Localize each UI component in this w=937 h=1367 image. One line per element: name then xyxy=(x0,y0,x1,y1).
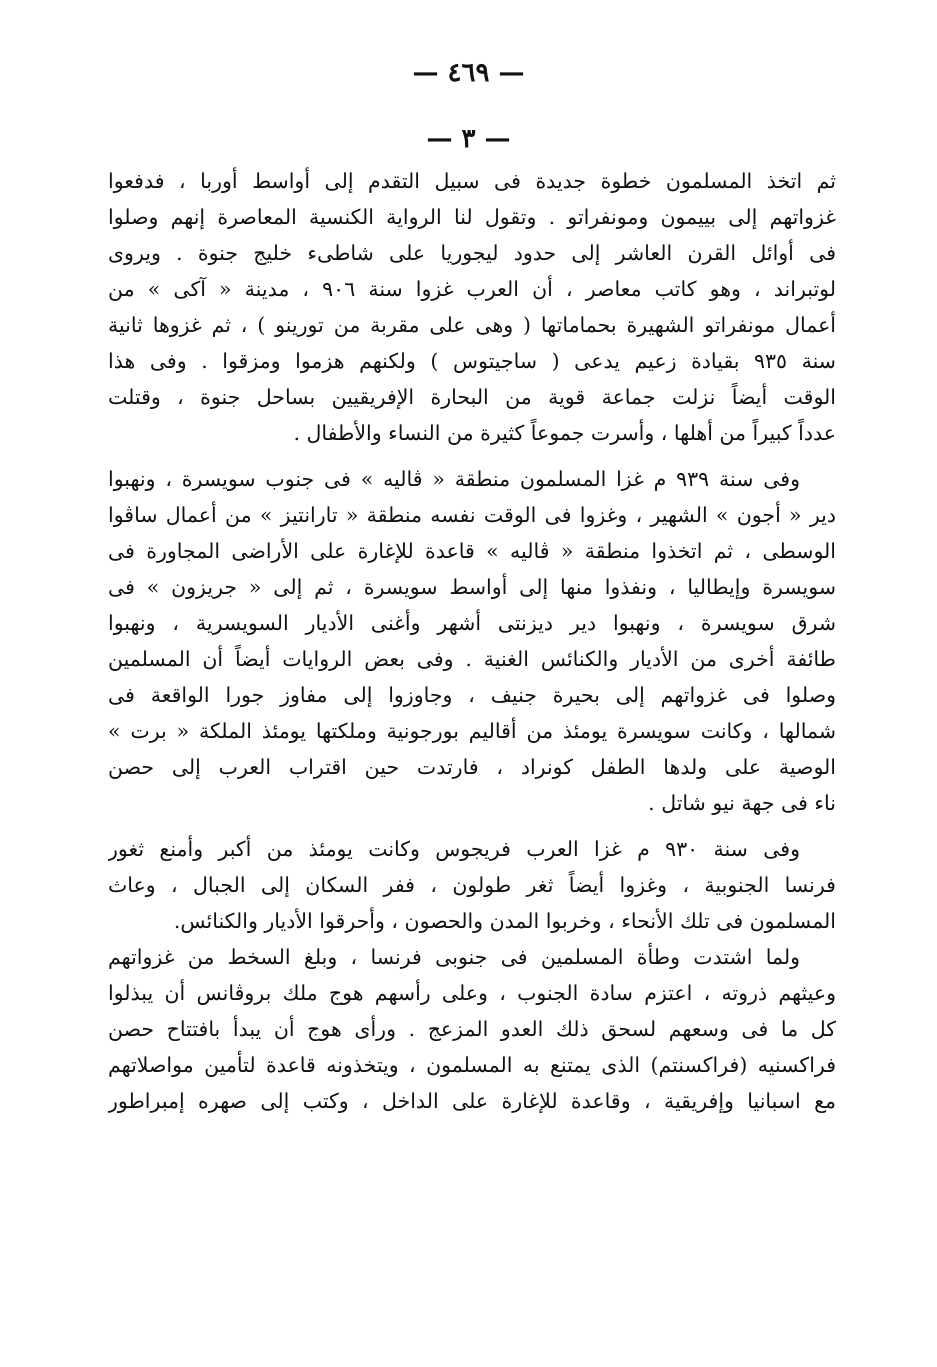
body-text xyxy=(108,163,836,1119)
text-line: فرنسا الجنوبية ، وغزوا أيضاً ثغر طولون ، ففر السكان إلى الجبال ، وعاث xyxy=(108,873,836,897)
text-line: لوتبراند ، وهو كاتب معاصر ، أن العرب غزوا سنة ٩٠٦ ، مدينة « آكى » من xyxy=(108,277,836,301)
text-line: وعيثهم ذروته ، اعتزم سادة الجنوب ، وعلى رأسهم هوج ملك بروڤانس أن يبذلوا xyxy=(108,981,836,1005)
text-line: وصلوا فى غزواتهم إلى بحيرة جنيف ، وجاوزوا إلى مفاوز جورا الواقعة فى xyxy=(108,683,836,707)
text-line: عدداً كبيراً من أهلها ، وأسرت جموعاً كثيرة من النساء والأطفال . xyxy=(293,421,836,445)
text-line: كل ما فى وسعهم لسحق ذلك العدو المزعج . ورأى هوج أن يبدأ بافتتاح حصن xyxy=(108,1017,836,1041)
text-line: سويسرة وإيطاليا ، ونفذوا منها إلى أواسط سويسرة ، ثم إلى « جريزون » فى xyxy=(108,575,836,599)
text-line: غزواتهم إلى بييمون ومونفراتو . وتقول لنا الرواية الكنسية المعاصرة إنهم وصلوا xyxy=(108,205,836,229)
paragraph-1 xyxy=(108,163,836,451)
text-line: وفى سنة ٩٣٠ م غزا العرب فريجوس وكانت يومئذ من أكبر وأمنع ثغور xyxy=(108,837,800,861)
paragraph-gap xyxy=(108,451,836,461)
text-line: شرق سويسرة ، ونهبوا دير ديزنتى أشهر وأغنى الأديار السويسرية ، ونهبوا xyxy=(108,611,836,635)
paragraph-3 xyxy=(108,831,836,939)
text-line: دير « أجون » الشهير ، وغزوا فى الوقت نفسه منطقة « تارانتيز » من أعمال ساڤوا xyxy=(108,503,836,527)
text-line: سنة ٩٣٥ بقيادة زعيم يدعى ( ساجيتوس ) ولكنهم هزموا ومزقوا . وفى هذا xyxy=(108,349,836,373)
text-line: وفى سنة ٩٣٩ م غزا المسلمون منطقة « ڤاليه » فى جنوب سويسرة ، ونهبوا xyxy=(108,467,800,491)
page-number: — ٤٦٩ — xyxy=(412,58,525,88)
text-line: المسلمون فى تلك الأنحاء ، وخربوا المدن والحصون ، وأحرقوا الأديار والكنائس. xyxy=(173,909,836,933)
paragraph-gap xyxy=(108,821,836,831)
text-line: ثم اتخذ المسلمون خطوة جديدة فى سبيل التقدم إلى أواسط أوربا ، فدفعوا xyxy=(108,169,836,193)
text-line: فراكسنيه (فراكسنتم) الذى يمتنع به المسلمون ، ويتخذونه قاعدة لتأمين مواصلاتهم xyxy=(108,1053,836,1077)
text-line: الوصية على ولدها الطفل كونراد ، فارتدت حين اقتراب العرب إلى حصن xyxy=(108,755,836,779)
text-line: الوقت أيضاً نزلت جماعة قوية من البحارة الإفريقيين بساحل جنوة ، وقتلت xyxy=(108,385,836,409)
text-line: ولما اشتدت وطأة المسلمين فى جنوبى فرنسا ، وبلغ السخط من غزواتهم xyxy=(108,945,800,969)
text-line: الوسطى ، ثم اتخذوا منطقة « ڤاليه » قاعدة للإغارة على الأراضى المجاورة فى xyxy=(108,539,836,563)
paragraph-2 xyxy=(108,461,836,821)
section-number: — ٣ — xyxy=(426,124,511,154)
paragraph-4 xyxy=(108,939,836,1119)
text-line: فى أوائل القرن العاشر إلى حدود ليجوريا على شاطىء خليج جنوة . ويروى xyxy=(108,241,836,265)
text-line: شمالها ، وكانت سويسرة يومئذ من أقاليم بورجونية وملكتها يومئذ الملكة « برت » xyxy=(108,719,836,743)
text-line: ناء فى جهة نيو شاتل . xyxy=(648,791,836,815)
text-line: أعمال مونفراتو الشهيرة بحماماتها ( وهى على مقربة من تورينو ) ، ثم غزوها ثانية xyxy=(108,313,836,337)
text-line: طائفة أخرى من الأديار والكنائس الغنية . وفى بعض الروايات أيضاً أن المسلمين xyxy=(108,647,836,671)
text-line: مع اسبانيا وإفريقية ، وقاعدة للإغارة على الداخل ، وكتب إلى صهره إمبراطور xyxy=(108,1089,836,1113)
